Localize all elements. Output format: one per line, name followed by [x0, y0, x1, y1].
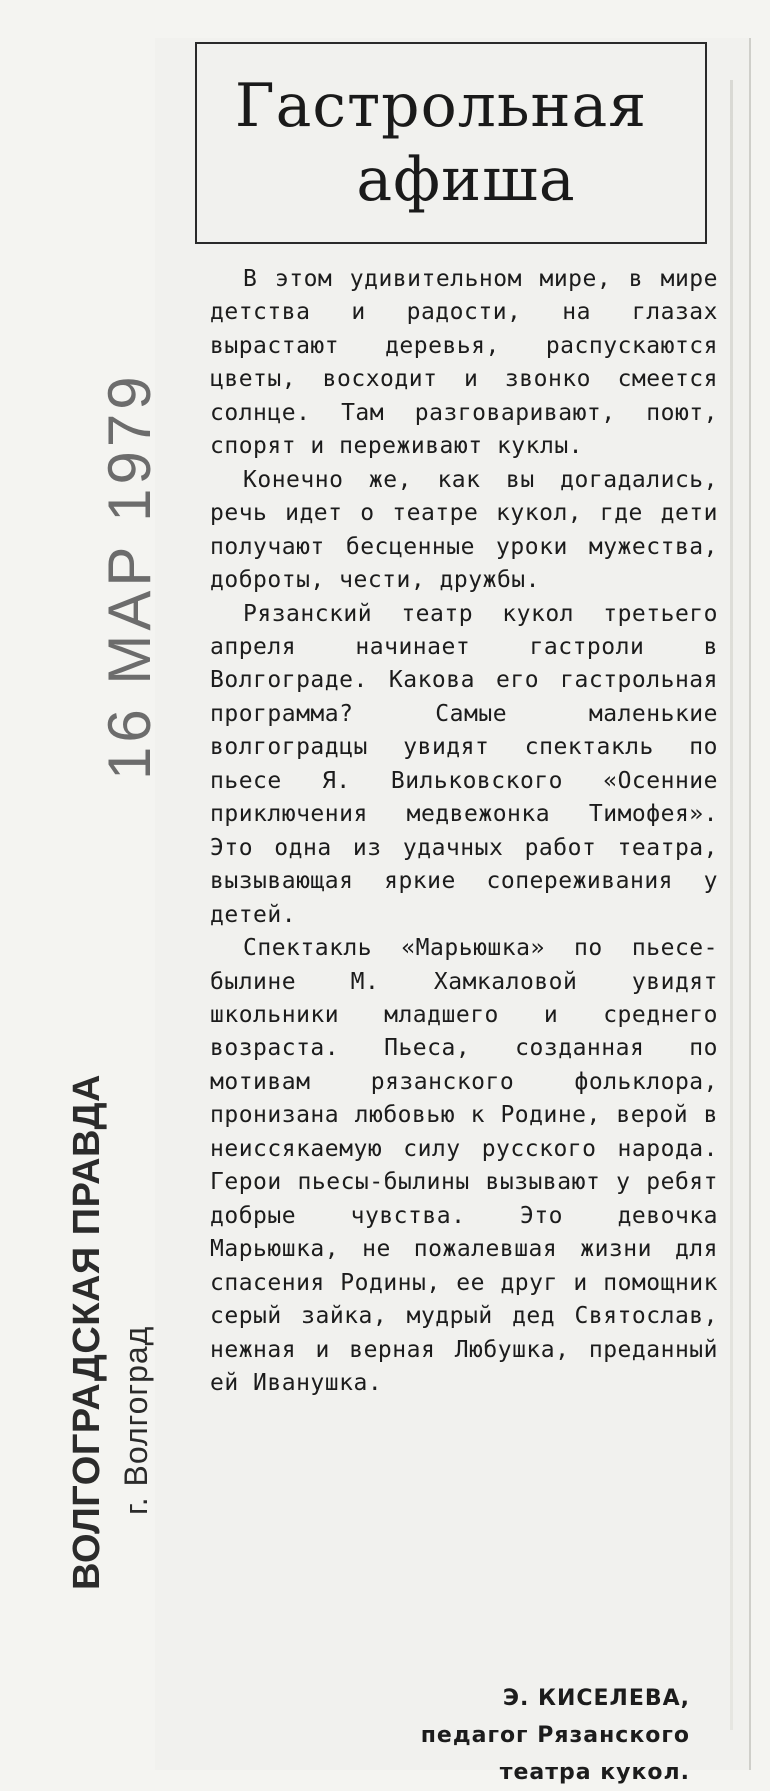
headline-line-1: Гастрольная: [234, 71, 648, 141]
paper-fold: [730, 80, 733, 1730]
article-paragraph: Рязанский театр кукол третьего апреля начинает гастроли в Волгограде. Какова его гастрольная программа? Самые маленькие волгоградцы увидят спектакль по пьесе Я. Вильковского «Осенние приключения медвежонка Тимофея». Это одна из удачных работ театра, вызывающая яркие сопереживания у детей.: [210, 600, 718, 928]
date-stamp: 16 МАР 1979: [96, 372, 163, 780]
newspaper-stamp: ВОЛГОГРАДСКАЯ ПРАВДА: [66, 1073, 108, 1590]
byline: [340, 1680, 690, 1791]
author-name: Э. КИСЕЛЕВА,: [502, 1686, 690, 1711]
author-organization: театра кукол.: [499, 1760, 690, 1785]
headline-box: [195, 42, 707, 244]
article-paragraph: В этом удивительном мире, в мире детства и радости, на глазах вырастают деревья, распускаются цветы, восходит и звонко смеется солнце. Там разговаривают, поют, спорят и переживают куклы.: [210, 266, 718, 460]
article-paragraph: Конечно же, как вы догадались, речь идет о театре кукол, где дети получают бесценные уроки мужества, доброты, чести, дружбы.: [210, 466, 718, 594]
article-paragraph: Спектакль «Марьюшка» по пьесе-былине М. Хамкаловой увидят школьники младшего и среднего возраста. Пьеса, созданная по мотивам рязанского фольклора, пронизана любовью к Родине, верой в неиссякаемую силу русского народа. Герои пьесы-былины вызывают у ребят добрые чувства. Это девочка Марьюшка, не пожалевшая жизни для спасения Родины, ее друг и помощник серый зайка, мудрый дед Святослав, нежная и верная Любушка, преданный ей Иванушка.: [210, 935, 718, 1396]
article-body: [210, 263, 718, 1400]
headline-line-2: афиша: [356, 145, 576, 215]
city-stamp: г. Волгоград: [118, 1325, 154, 1515]
author-position: педагог Рязанского: [420, 1723, 690, 1748]
